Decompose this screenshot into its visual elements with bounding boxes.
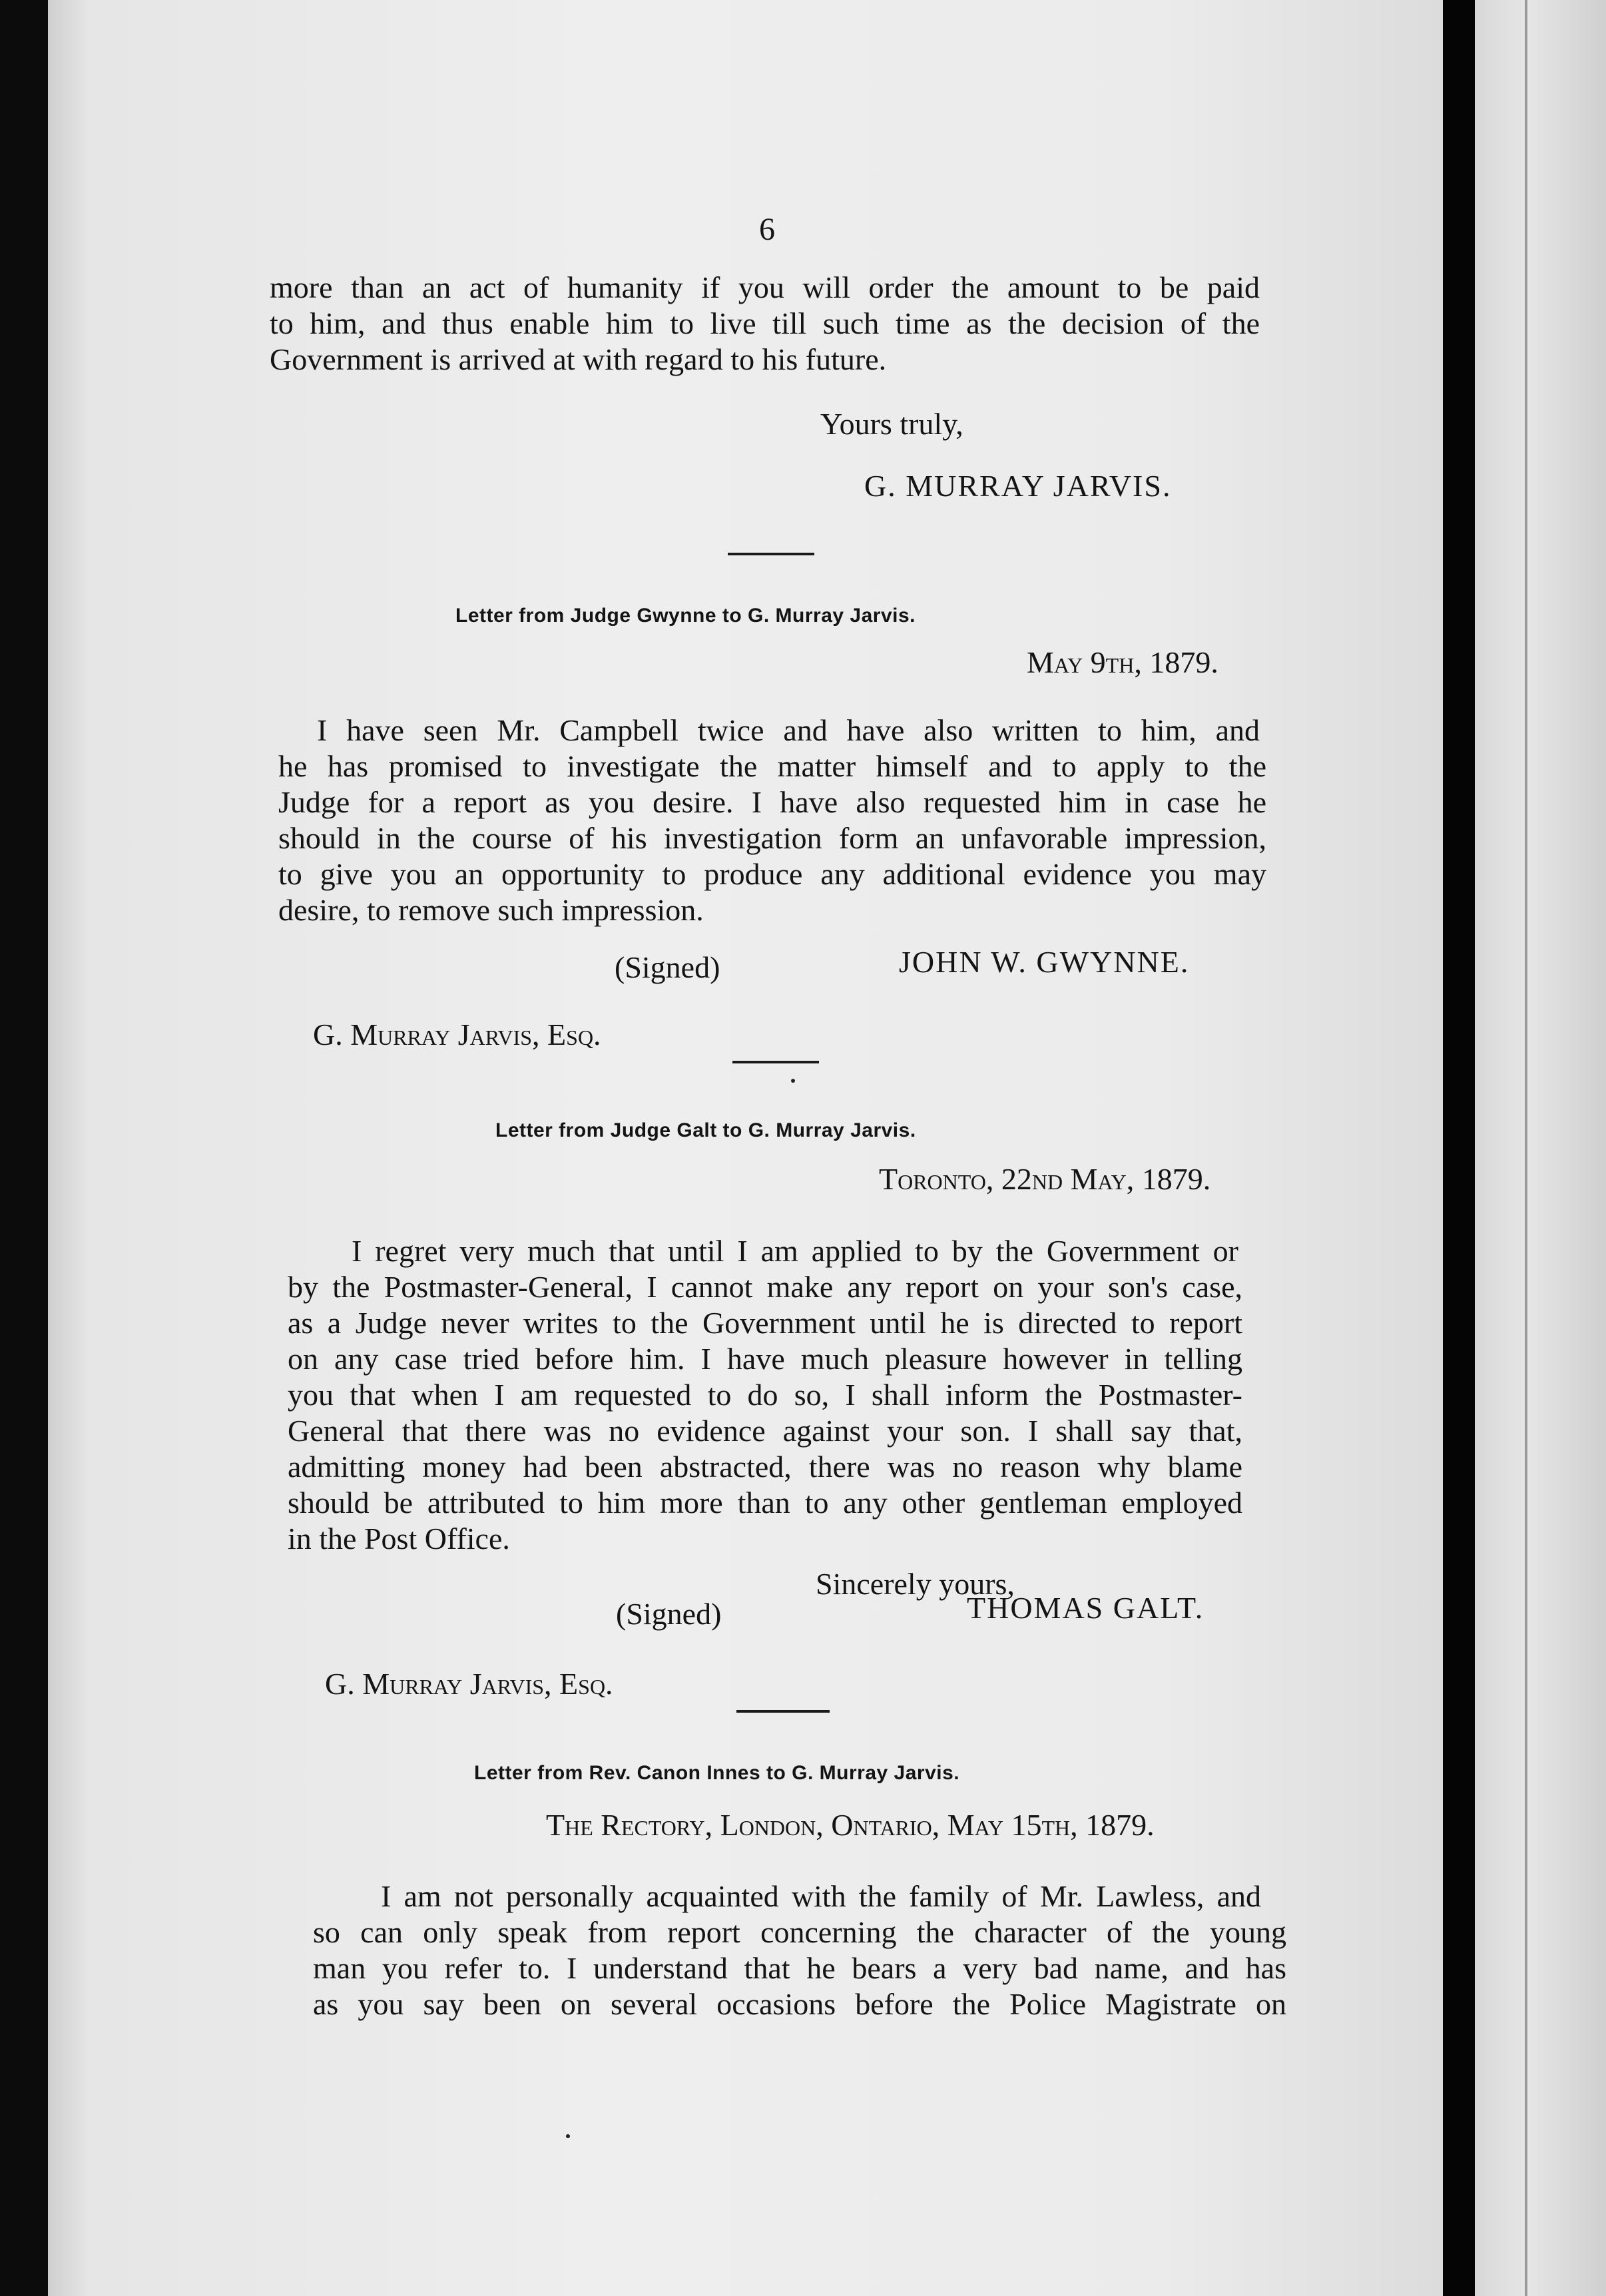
section-divider — [736, 1710, 830, 1713]
letter2-signed-label: (Signed) — [615, 950, 720, 984]
letter3-line: should be attributed to him more than to any other gentleman employed — [288, 1486, 1242, 1520]
letter3-line: admitting money had been abstracted, there was no reason why blame — [288, 1450, 1242, 1484]
scan-left-border — [0, 0, 48, 2296]
section-divider — [728, 553, 814, 555]
letter1-line: more than an act of humanity if you will order the amount to be paid — [270, 270, 1260, 304]
letter3-addressee: G. Murray Jarvis, Esq. — [325, 1667, 613, 1701]
adjacent-page-fold — [1525, 0, 1527, 2296]
letter3-line: General that there was no evidence against your son. I shall say that, — [288, 1414, 1242, 1448]
page-number: 6 — [759, 212, 775, 247]
letter2-line: should in the course of his investigation form an unfavorable impression, — [278, 821, 1266, 855]
letter2-line: Judge for a report as you desire. I have also requested him in case he — [278, 785, 1266, 819]
adjacent-page-edge — [1475, 0, 1606, 2296]
letter2-line: I have seen Mr. Campbell twice and have also written to him, and — [317, 713, 1260, 747]
letter3-heading: Letter from Judge Galt to G. Murray Jarvis. — [495, 1119, 916, 1141]
letter2-line: he has promised to investigate the matter himself and to apply to the — [278, 749, 1266, 783]
letter1-closing: Yours truly, — [820, 407, 963, 441]
ink-speck — [791, 1079, 795, 1083]
letter1-line: to him, and thus enable him to live till such time as the decision of the — [270, 306, 1260, 340]
letter1-line: Government is arrived at with regard to his future. — [270, 342, 887, 376]
section-divider — [732, 1061, 819, 1063]
letter2-line: desire, to remove such impression. — [278, 893, 704, 927]
ink-speck — [566, 2134, 570, 2138]
letter4-line: I am not personally acquainted with the family of Mr. Lawless, and — [381, 1879, 1261, 1913]
letter3-line: I regret very much that until I am applied to by the Government or — [352, 1234, 1238, 1268]
letter3-signature: THOMAS GALT. — [967, 1591, 1204, 1625]
letter2-addressee: G. Murray Jarvis, Esq. — [313, 1017, 601, 1051]
letter2-date: May 9th, 1879. — [1027, 645, 1218, 679]
letter2-heading: Letter from Judge Gwynne to G. Murray Jarvis. — [455, 605, 916, 627]
letter4-date: The Rectory, London, Ontario, May 15th, 1879. — [546, 1808, 1155, 1842]
letter3-date: Toronto, 22nd May, 1879. — [879, 1162, 1211, 1196]
letter4-line: as you say been on several occasions before the Police Magistrate on — [313, 1987, 1286, 2021]
letter2-signature: JOHN W. GWYNNE. — [899, 945, 1190, 979]
letter4-line: man you refer to. I understand that he bears a very bad name, and has — [313, 1951, 1286, 1985]
letter4-line: so can only speak from report concerning the character of the young — [313, 1915, 1286, 1949]
page-gutter — [1443, 0, 1475, 2296]
letter3-line: on any case tried before him. I have much pleasure however in telling — [288, 1342, 1242, 1376]
letter3-line: you that when I am requested to do so, I shall inform the Postmaster- — [288, 1378, 1242, 1412]
letter3-line: as a Judge never writes to the Government until he is directed to report — [288, 1306, 1242, 1340]
letter3-closing: Sincerely yours, — [816, 1567, 1015, 1601]
letter4-heading: Letter from Rev. Canon Innes to G. Murray Jarvis. — [474, 1762, 960, 1784]
letter3-line: by the Postmaster-General, I cannot make any report on your son's case, — [288, 1270, 1242, 1304]
letter2-line: to give you an opportunity to produce any additional evidence you may — [278, 857, 1266, 891]
letter3-line: in the Post Office. — [288, 1522, 510, 1556]
letter1-signature: G. MURRAY JARVIS. — [864, 469, 1172, 503]
letter3-signed-label: (Signed) — [616, 1597, 722, 1631]
